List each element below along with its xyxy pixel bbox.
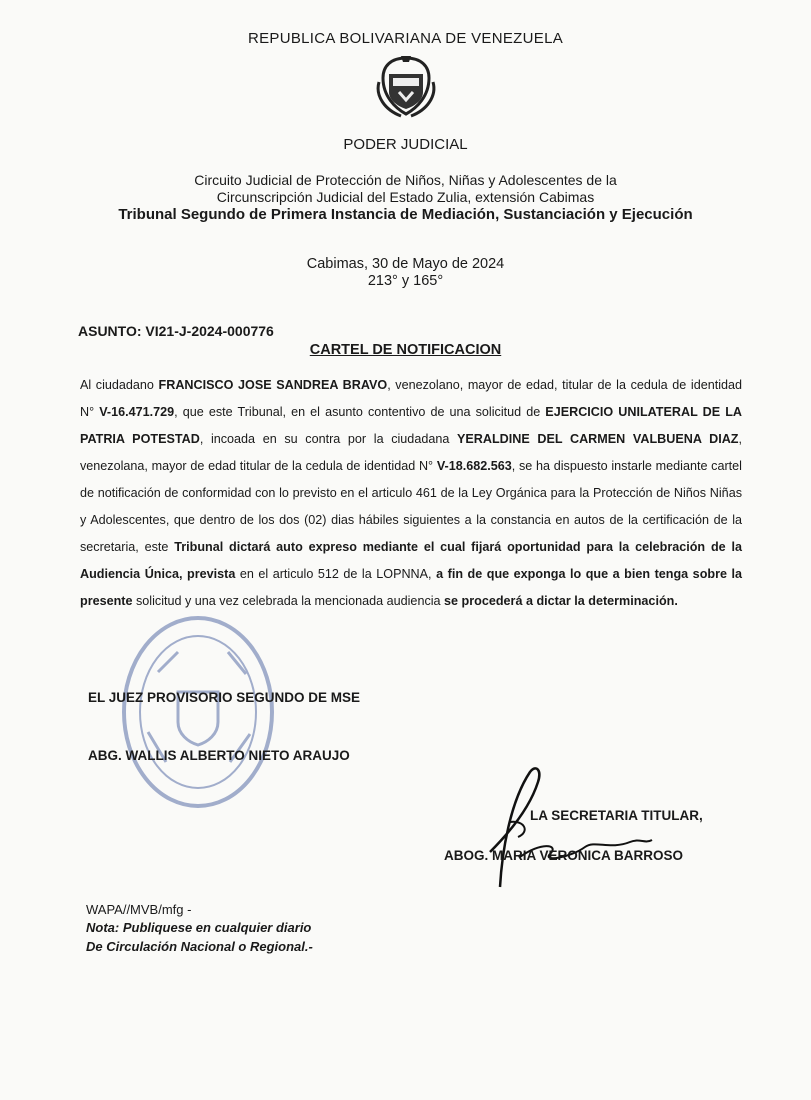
publication-note-line-1: Nota: Publiquese en cualquier diario [86,920,312,935]
body-bold-segment: a fin de que exponga lo que a bien tenga sobre la presente [80,567,743,608]
document-years: 213° y 165° [367,273,444,289]
republic-heading: REPUBLICA BOLIVARIANA DE VENEZUELA [247,30,564,47]
publication-note-line-2: De Circulación Nacional o Regional.- [86,939,313,954]
body-text-segment: en el articulo 512 de la LOPNNA, [235,567,437,581]
circuit-line-1: Circuito Judicial de Protección de Niños, Niñas y Adolescentes de la [194,172,617,188]
plaintiff-name: YERALDINE DEL CARMEN VALBUENA DIAZ [456,432,739,446]
body-text-segment: , que este Tribunal, en el asunto contentivo de una solicitud de [174,405,546,419]
judge-title: EL JUEZ PROVISORIO SEGUNDO DE MSE [88,690,361,705]
case-number: ASUNTO: VI21-J-2024-000776 [78,323,274,339]
plaintiff-id: V-18.682.563 [436,459,512,473]
cartel-title: CARTEL DE NOTIFICACION [309,342,502,358]
secretary-title: LA SECRETARIA TITULAR, [530,808,703,823]
body-bold-segment: se procederá a dictar la determinación. [444,594,678,608]
tribunal-heading: Tribunal Segundo de Primera Instancia de Mediación, Sustanciación y Ejecución [118,206,693,223]
venezuela-coat-of-arms-icon [371,52,441,122]
case-type: EJERCICIO UNILATERAL DE LA PATRIA POTESTAD [80,405,742,446]
body-text-segment: Al ciudadano [80,378,159,392]
body-text-segment: , incoada en su contra por la ciudadana [199,432,457,446]
circuit-line-2: Circunscripción Judicial del Estado Zulia, extensión Cabimas [216,189,595,205]
document-date: Cabimas, 30 de Mayo de 2024 [306,256,505,272]
defendant-name: FRANCISCO JOSE SANDREA BRAVO [158,378,388,392]
body-bold-segment: Tribunal dictará auto expreso mediante el cual fijará oportunidad para la celebración de la Audiencia Única, prevista [80,540,742,581]
body-text-segment: solicitud y una vez celebrada la mencionada audiencia [132,594,445,608]
reference-initials: WAPA//MVB/mfg - [86,902,192,917]
body-text-segment: , venezolano, mayor de edad, titular de la cedula de identidad N° [80,378,743,419]
secretary-name: ABOG. MARIA VERONICA BARROSO [444,848,684,863]
handwritten-signature-icon [470,762,670,892]
poder-judicial-heading: PODER JUDICIAL [343,136,468,153]
court-seal-stamp-icon [118,612,278,812]
body-text-segment: , se ha dispuesto instarle mediante cartel de notificación de conformidad con lo previsto en el articulo 461 de la Ley Orgánica para la Protección de Niños Niñas y Adolescentes, que dentro de los dos (02) dias hábiles siguientes a la constancia en autos de la certificación de la secretaria, este [80,459,742,554]
judge-name: ABG. WALLIS ALBERTO NIETO ARAUJO [88,748,350,763]
body-text-segment: , venezolana, mayor de edad titular de la cedula de identidad N° [80,432,742,473]
notification-body [80,372,742,615]
defendant-id: V-16.471.729 [99,405,175,419]
